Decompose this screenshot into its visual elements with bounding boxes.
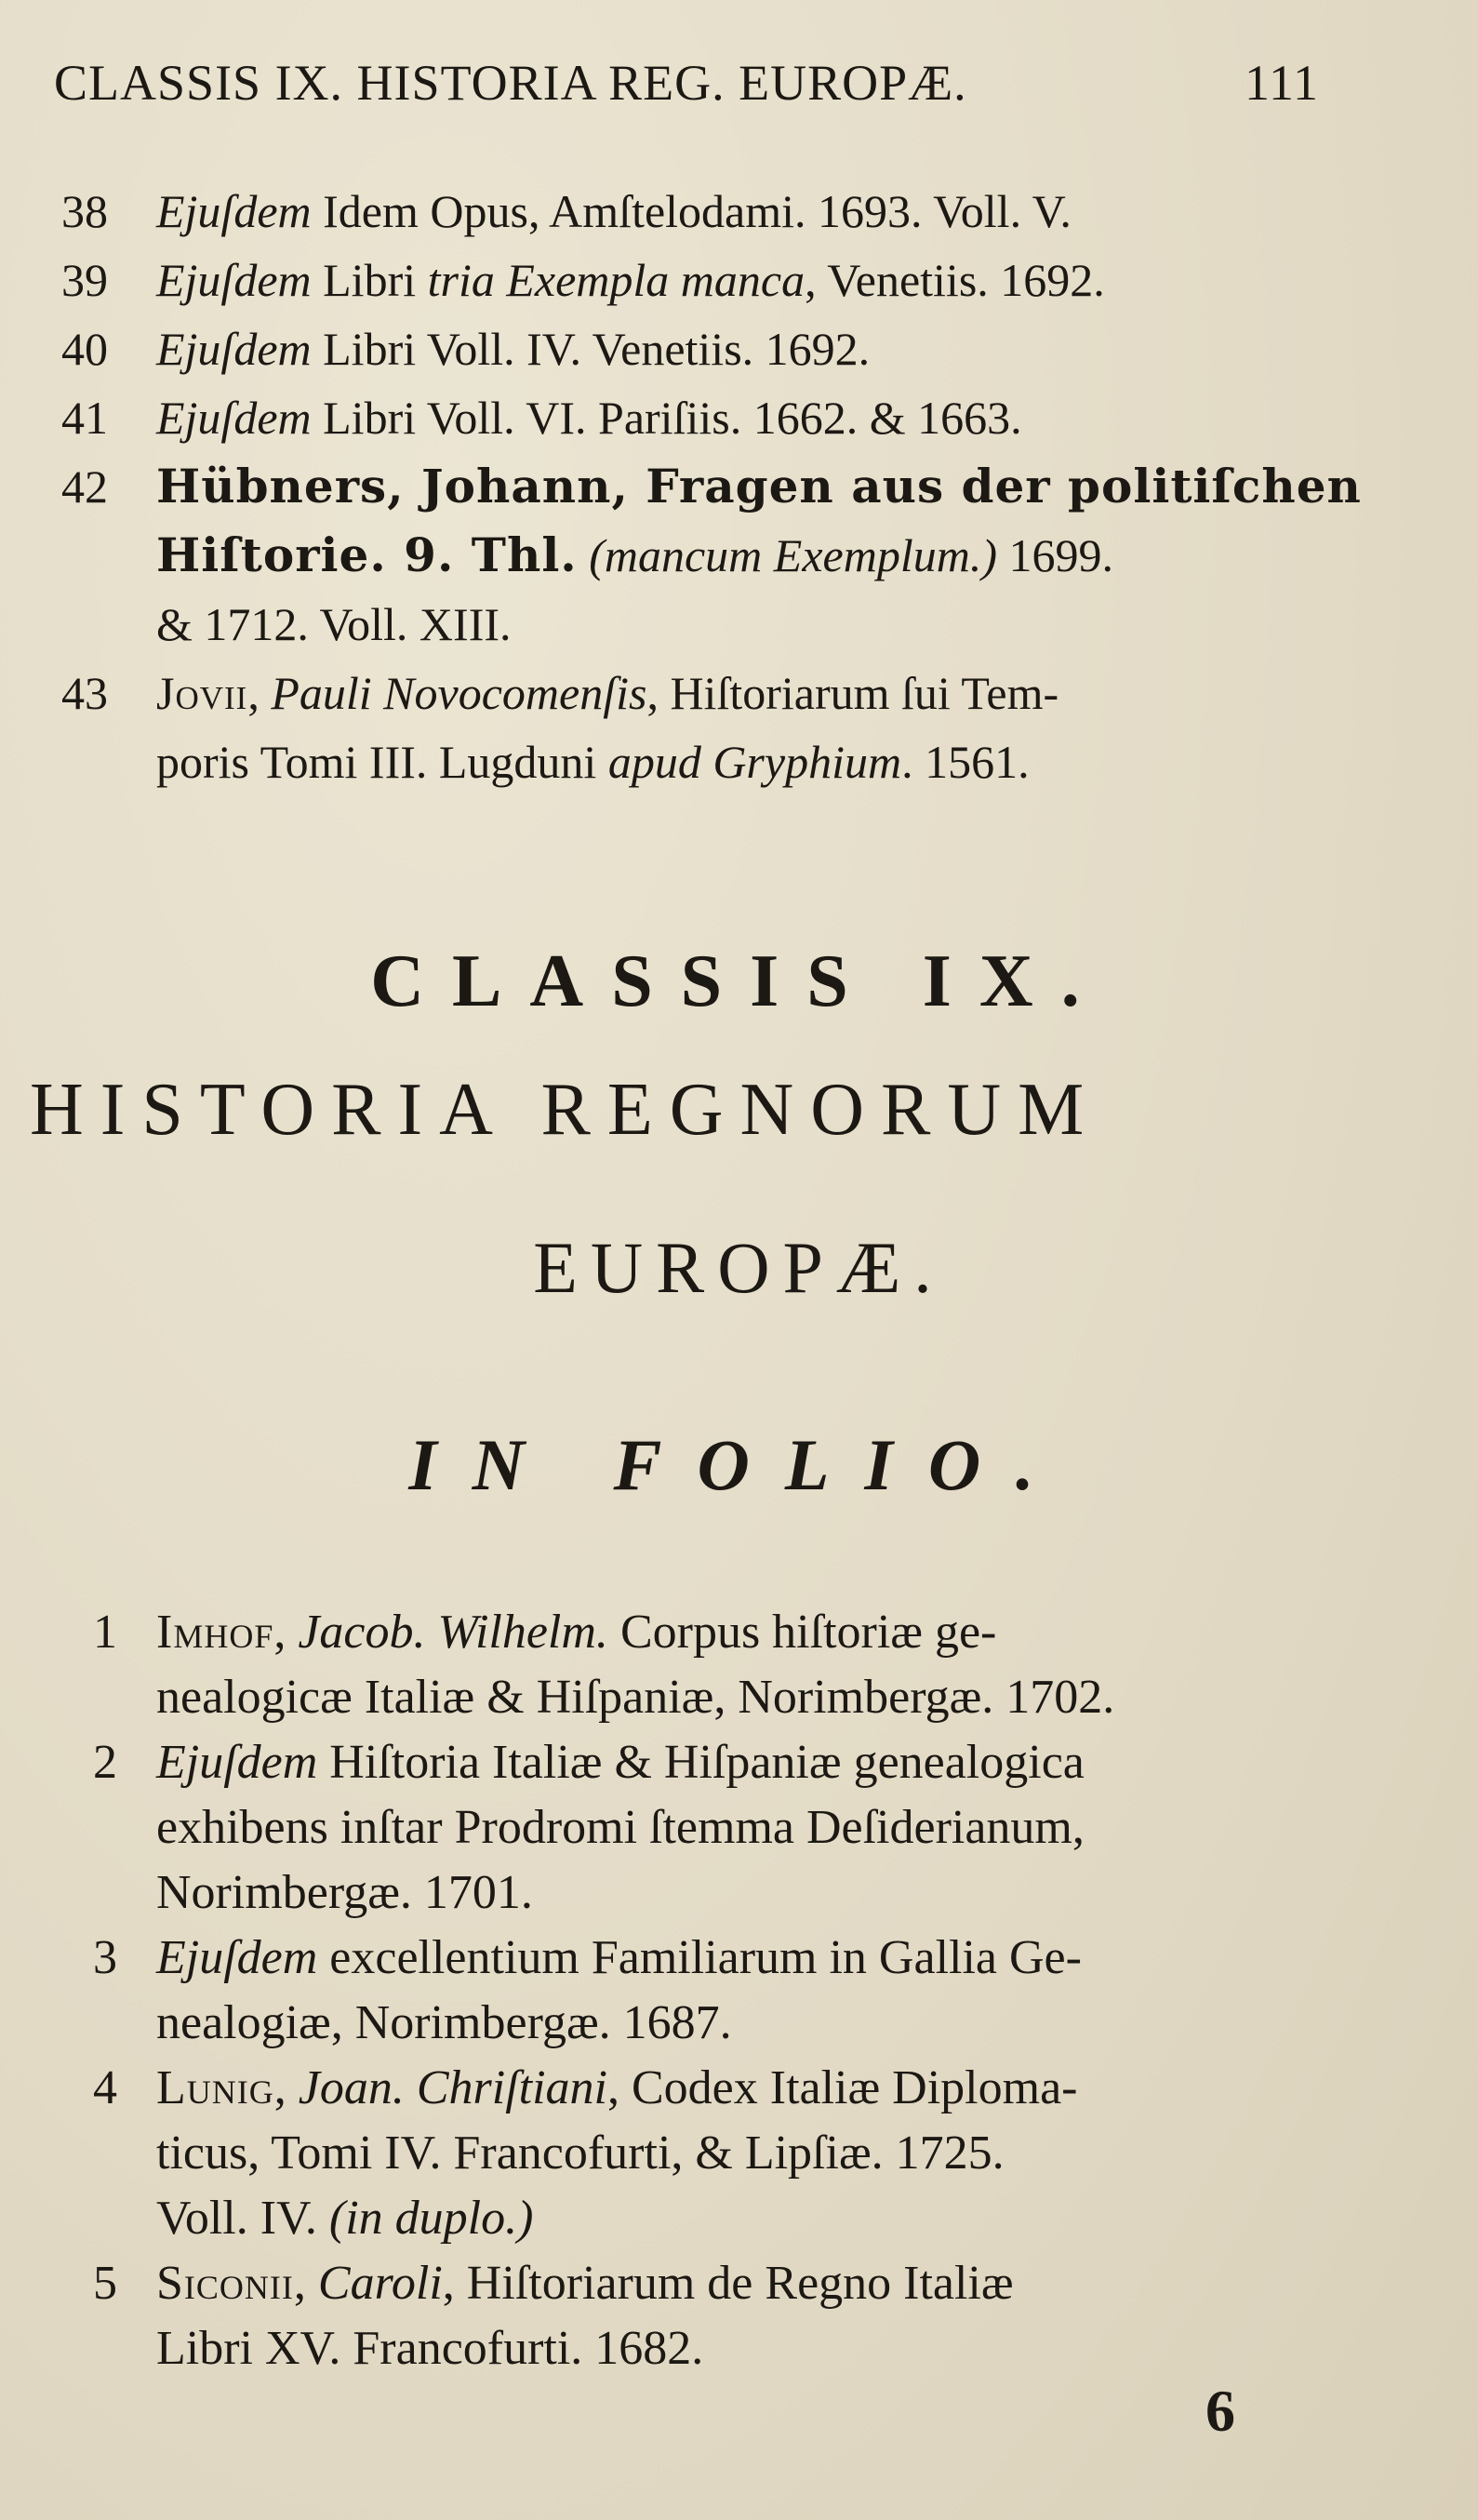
entry-text: Ejuſdem excellentium Familiarum in Gallia Ge- nealogiæ, Norimbergæ. 1687. xyxy=(156,1931,1082,2049)
entry-text: Ejuſdem Idem Opus, Amſtelodami. 1693. Voll. V. xyxy=(156,185,1072,237)
format-heading: IN FOLIO. xyxy=(408,1424,1070,1505)
entry-text: Lunig, Joan. Chriſtiani, Codex Italiæ Diploma- ticus, Tomi IV. Francofurti, & Lipſiæ. 1725. Voll. IV. (in duplo.) xyxy=(156,2061,1078,2245)
entry-number: 5 xyxy=(93,2257,117,2310)
printer-signature: 6 xyxy=(1205,2378,1235,2444)
entry-number: 3 xyxy=(93,1931,117,1984)
entry-text: Ejuſdem Libri Voll. VI. Pariſiis. 1662. & 1663. xyxy=(156,392,1022,444)
section-title-line2: EUROPÆ. xyxy=(533,1227,945,1308)
page-number: 111 xyxy=(1245,55,1319,111)
entry-text: Hübners, Johann, Fragen aus der politiſchen Hiſtorie. 9. Thl. (mancum Exemplum.) 1699. & 1712. Voll. XIII. xyxy=(156,459,1362,650)
running-head-title: CLASSIS IX. HISTORIA REG. EUROPÆ. xyxy=(54,55,967,111)
running-head xyxy=(54,54,1319,112)
classis-heading: CLASSIS IX. xyxy=(370,940,1108,1022)
entry-number: 39 xyxy=(61,254,108,306)
entry-text: Siconii, Caroli, Hiſtoriarum de Regno Italiæ Libri XV. Francofurti. 1682. xyxy=(156,2257,1014,2375)
entry-text: Ejuſdem Libri Voll. IV. Venetiis. 1692. xyxy=(156,323,871,375)
entry-number: 1 xyxy=(93,1606,117,1659)
entry-number: 2 xyxy=(93,1736,117,1789)
entry-text: Imhof, Jacob. Wilhelm. Corpus hiſtoriæ ge- nealogicæ Italiæ & Hiſpaniæ, Norimbergæ. 1702. xyxy=(156,1606,1115,1724)
entry-text: Ejuſdem Hiſtoria Italiæ & Hiſpaniæ genealogica exhibens inſtar Prodromi ſtemma Deſiderianum, Norimbergæ. 1701. xyxy=(156,1736,1085,1919)
entry-number: 40 xyxy=(61,323,108,375)
entry-text: Jovii, Pauli Novocomenſis, Hiſtoriarum ſui Tem- poris Tomi III. Lugduni apud Gryphium. 1561. xyxy=(156,667,1059,788)
entry-number: 43 xyxy=(61,667,108,719)
entry-number: 38 xyxy=(61,185,108,237)
entry-number: 4 xyxy=(93,2061,117,2114)
section-title-line1: HISTORIA REGNORUM xyxy=(30,1069,1101,1151)
entry-text: Ejuſdem Libri tria Exempla manca, Venetiis. 1692. xyxy=(156,254,1105,306)
entry-number: 41 xyxy=(61,392,108,444)
entry-number: 42 xyxy=(61,460,108,513)
